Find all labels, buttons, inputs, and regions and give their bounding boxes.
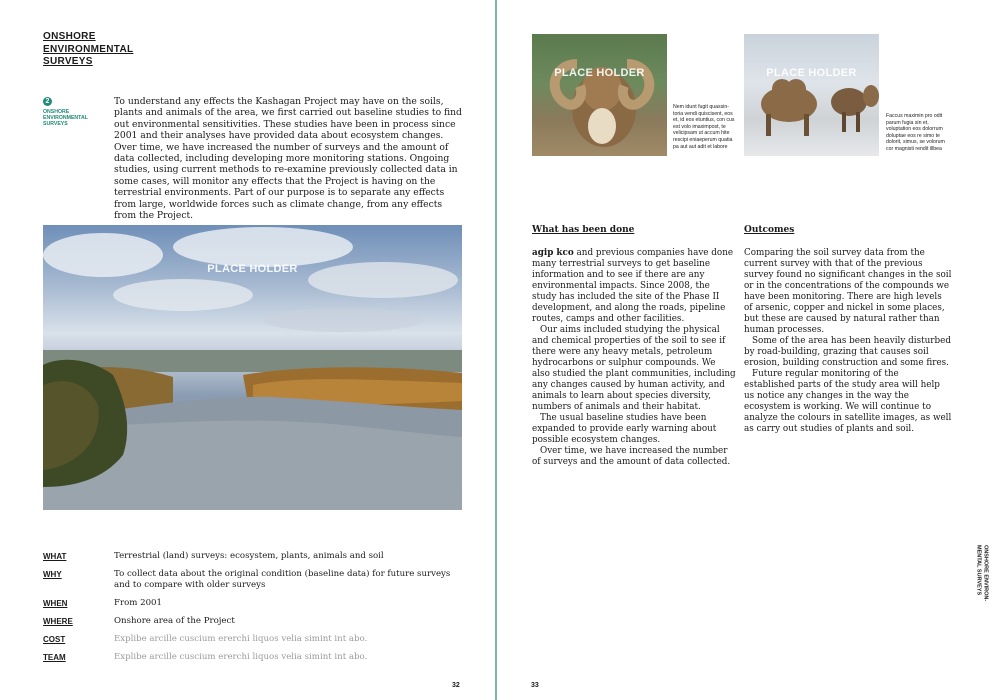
chapter-label-line: ONSHORE bbox=[43, 109, 70, 115]
fact-value: Terrestrial (land) surveys: ecosystem, plants, animals and soil bbox=[114, 551, 384, 561]
photo-placeholder-label: PLACE HOLDER bbox=[554, 67, 645, 79]
chapter-number-badge: 2 bbox=[43, 97, 52, 106]
fact-key: COST bbox=[43, 635, 66, 644]
section-title-line: SURVEYS bbox=[43, 56, 93, 67]
photo-placeholder-label: PLACE HOLDER bbox=[207, 263, 298, 275]
paragraph: Comparing the soil survey data from the current survey with that of the previous survey found no significant changes in the soil or in the concentrations of the compounds we have been monitoring. There are high levels of arsenic, copper and nickel in some places, but these are caused by natural rather than human processes. bbox=[744, 248, 952, 335]
fact-key: WHY bbox=[43, 570, 62, 579]
page-number: 33 bbox=[531, 682, 539, 689]
ram-photo-caption: Nem idunt fugit quassin- toria vendi quiscisent, eos et, id eos etuntius, con cus est volo imaximpost, te velicipsam ut accum hite rescipi eniaeperum quatia pa aut aut adit et labore bbox=[673, 104, 735, 150]
what-has-been-done-heading: What has been done bbox=[532, 225, 635, 235]
camel-photo bbox=[744, 34, 879, 156]
section-title-line: ENVIRONMENTAL bbox=[43, 43, 134, 55]
fact-value: Onshore area of the Project bbox=[114, 616, 235, 626]
paragraph-text: and previous companies have done many terrestrial surveys to get baseline information and to see if there are any environmental impacts. Since 2008, the study has included the site of the Phase II development, and along the roads, pipeline routes, camps and other facilities. bbox=[532, 248, 734, 324]
chapter-label-line: SURVEYS bbox=[43, 121, 68, 127]
paragraph: Our aims included studying the physical and chemical properties of the soil to see if there were any heavy metals, petroleum hydrocarbons or sulphur compounds. We also studied the plant communities, including any changes caused by human activity, and animals to learn about species diversity, numbers of animals and their habitat. bbox=[532, 325, 736, 412]
fact-value: Explibe arcille cuscium ererchi liquos velia simint int abo. bbox=[114, 634, 368, 644]
paragraph: The usual baseline studies have been expanded to provide early warning about possible ecosystem changes. bbox=[532, 413, 717, 445]
chapter-label-line: ENVIRONMENTAL bbox=[43, 115, 88, 121]
ram-image bbox=[532, 34, 667, 156]
paragraph: Some of the area has been heavily disturbed by road-building, grazing that causes soil erosion, building construction and some fires. bbox=[744, 336, 951, 368]
fact-key: TEAM bbox=[43, 653, 66, 662]
what-has-been-done-text bbox=[532, 248, 736, 468]
paragraph bbox=[532, 248, 736, 325]
intro-paragraph: To understand any effects the Kashagan Project may have on the soils, plants and animals of the area, we first carried out baseline studies to find out environmental sensitivities. These studies have been in process since 2001 and their analyses have provided data about ecosystem changes. Over time, we have increased the number of surveys and the amount of data collected, including developing more monitoring stations. Ongoing studies, using current methods to re-examine previously collected data in some cases, will monitor any effects that the Project is having on the terrestrial environments. Part of our purpose is to separate any effects from large, worldwide forces such as climate change, from any effects from the Project. bbox=[114, 96, 462, 222]
side-tab-line: ONSHORE ENVIRON- bbox=[982, 545, 989, 602]
fact-key: WHERE bbox=[43, 617, 73, 626]
company-name: agip kco bbox=[532, 248, 574, 258]
section-title-line: ONSHORE bbox=[43, 31, 96, 42]
fact-key: WHAT bbox=[43, 552, 67, 561]
side-tab-line: MENTAL SURVEYS bbox=[976, 545, 982, 596]
fact-value: To collect data about the original condition (baseline data) for future surveys and to compare with older surveys bbox=[114, 569, 451, 590]
photo-placeholder-label: PLACE HOLDER bbox=[766, 67, 857, 79]
paragraph: Over time, we have increased the number of surveys and the amount of data collected. bbox=[532, 446, 731, 467]
camel-image bbox=[744, 34, 879, 156]
side-section-tab bbox=[972, 545, 992, 605]
fact-key: WHEN bbox=[43, 599, 68, 608]
fact-value: Explibe arcille cuscium ererchi liquos velia simint int abo. bbox=[114, 652, 368, 662]
outcomes-text bbox=[744, 248, 952, 435]
fact-value: From 2001 bbox=[114, 598, 162, 608]
page-number: 32 bbox=[452, 682, 460, 689]
camel-photo-caption: Faccus maximin pro odit parum fugia sin et, voluptation eos dolorrum doluptae eos re simo te dolorit, simus, se volorum cor magnisti rendit illbea bbox=[886, 113, 945, 152]
ram-photo bbox=[532, 34, 667, 156]
outcomes-heading: Outcomes bbox=[744, 225, 795, 235]
paragraph: Future regular monitoring of the established parts of the study area will help us notice any changes in the way the ecosystem is working. We will continue to analyze the colours in satellite images, as well as carry out studies of plants and soil. bbox=[744, 369, 952, 434]
side-tab-label bbox=[976, 545, 989, 605]
